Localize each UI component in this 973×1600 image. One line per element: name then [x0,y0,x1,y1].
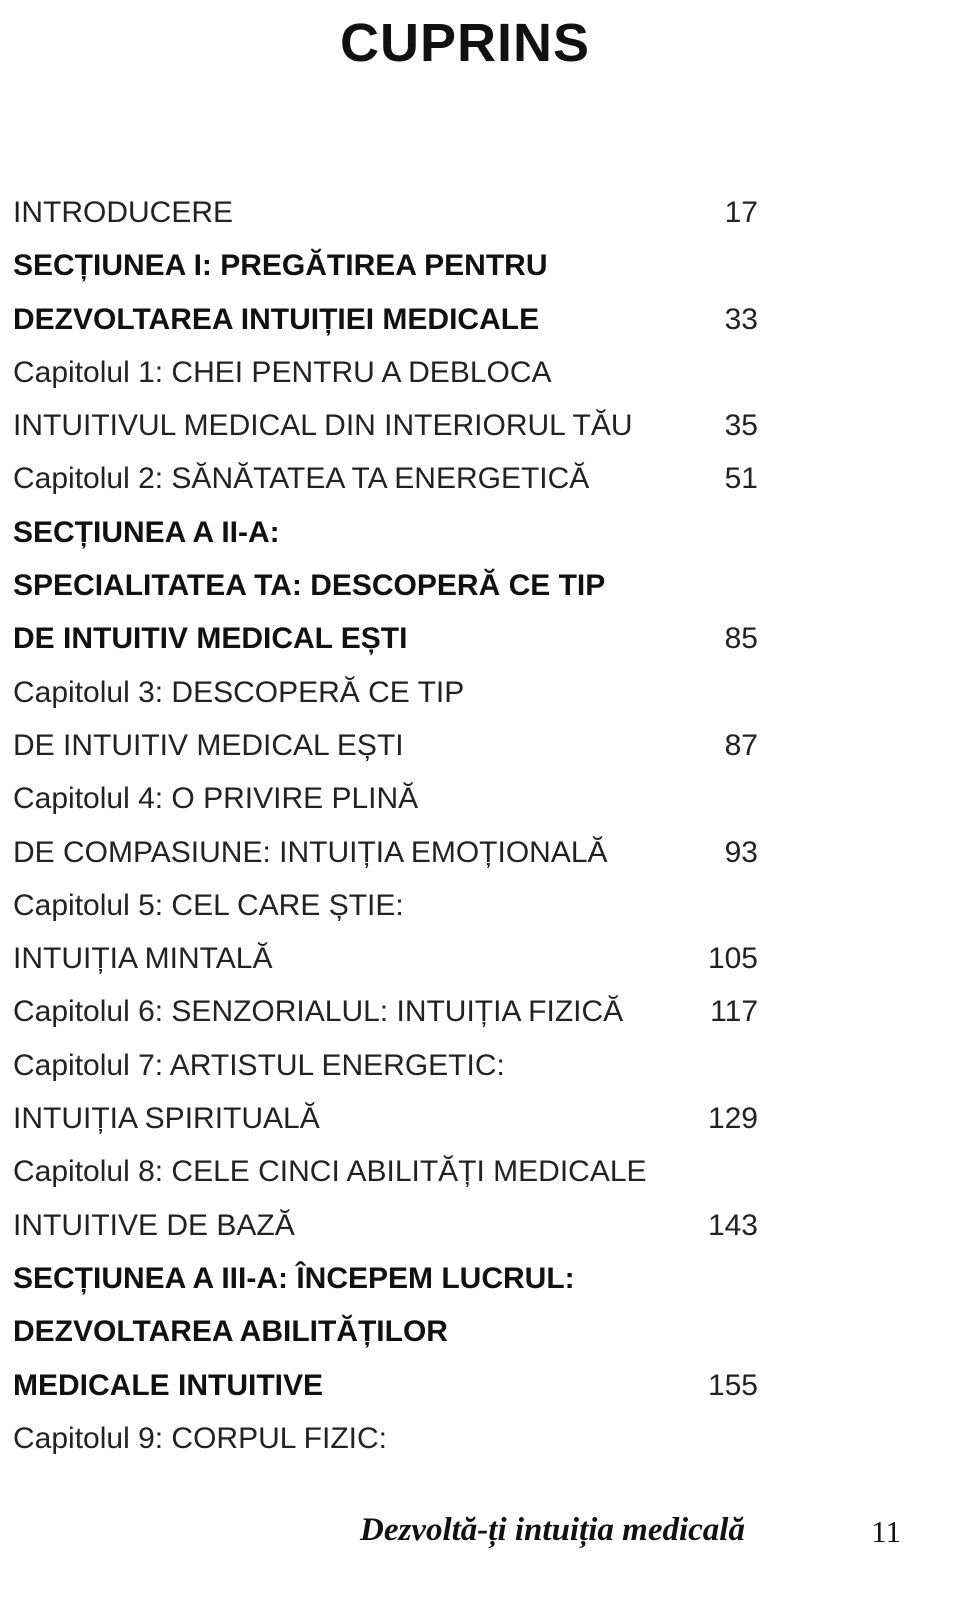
toc-section-line [13,293,758,346]
toc-entry-line [13,1145,758,1198]
toc-entry-text: SECȚIUNEA I: PREGĂTIREA PENTRU [13,249,548,283]
toc-entry-text: SECȚIUNEA A II-A: [13,515,280,549]
toc-entry-text: DEZVOLTAREA INTUIȚIEI MEDICALE [13,302,540,336]
toc-entry-text: INTRODUCERE [13,196,234,229]
table-of-contents [13,186,758,1465]
toc-entry-text: DE INTUITIV MEDICAL EȘTI [13,728,404,762]
toc-entry-line [13,1412,758,1465]
toc-page-number: 129 [707,1102,758,1136]
toc-page-number: 51 [724,462,758,496]
toc-entry-line [13,399,758,452]
toc-section-line [13,1305,758,1358]
toc-entry-text: SECȚIUNEA A III-A: ÎNCEPEM LUCRUL: [13,1261,575,1295]
toc-entry-text: Capitolul 7: ARTISTUL ENERGETIC: [13,1048,505,1082]
toc-entry-line [13,719,758,772]
toc-section-line [13,239,758,292]
toc-entry-line [13,879,758,932]
toc-section-line [13,612,758,665]
toc-entry-line [13,985,758,1038]
toc-entry-line [13,452,758,505]
toc-entry-line [13,1039,758,1092]
toc-entry-line [13,932,758,985]
toc-entry-text: INTUIȚIA SPIRITUALĂ [13,1102,320,1136]
toc-entry-line [13,666,758,719]
toc-entry-text: INTUITIVUL MEDICAL DIN INTERIORUL TĂU [13,409,633,443]
toc-page-number: 93 [724,835,758,869]
toc-entry-line [13,1092,758,1145]
toc-page-number: 35 [724,409,758,443]
toc-entry-text: SPECIALITATEA TA: DESCOPERĂ CE TIP [13,569,606,603]
toc-page-number: 155 [707,1368,758,1402]
page-title: CUPRINS [339,13,591,73]
toc-entry-line [13,346,758,399]
toc-page-number: 33 [724,302,758,336]
page-footer [0,1512,973,1562]
toc-page-number: 87 [724,728,758,762]
toc-entry-line [13,772,758,825]
toc-entry-text: Capitolul 9: CORPUL FIZIC: [13,1421,387,1455]
toc-section-line [13,1359,758,1412]
toc-entry-text: INTUITIVE DE BAZĂ [13,1208,295,1242]
toc-entry-text: DE COMPASIUNE: INTUIȚIA EMOȚIONALĂ [13,835,608,869]
toc-entry-text: Capitolul 6: SENZORIALUL: INTUIȚIA FIZICĂ [13,995,624,1029]
toc-entry-text: Capitolul 4: O PRIVIRE PLINĂ [13,782,419,816]
toc-entry-text: Capitolul 3: DESCOPERĂ CE TIP [13,675,465,709]
toc-entry-line [13,826,758,879]
toc-entry-text: Capitolul 8: CELE CINCI ABILITĂȚI MEDICALE [13,1155,647,1189]
footer-page-number: 11 [871,1514,901,1549]
toc-entry-text: MEDICALE INTUITIVE [13,1368,324,1402]
toc-page-number: 117 [710,995,758,1029]
toc-entry-line [13,186,758,239]
toc-entry-text: Capitolul 2: SĂNĂTATEA TA ENERGETICĂ [13,462,590,496]
toc-entry-line [13,1199,758,1252]
toc-page-number: 17 [724,196,758,229]
toc-entry-text: DEZVOLTAREA ABILITĂȚILOR [13,1315,448,1349]
toc-page-number: 105 [707,942,758,976]
toc-page-number: 143 [707,1208,758,1242]
toc-section-line [13,506,758,559]
toc-page-number: 85 [724,622,758,656]
toc-section-line [13,1252,758,1305]
toc-entry-text: Capitolul 5: CEL CARE ȘTIE: [13,888,404,922]
toc-section-line [13,559,758,612]
toc-entry-text: DE INTUITIV MEDICAL EȘTI [13,622,408,656]
toc-entry-text: Capitolul 1: CHEI PENTRU A DEBLOCA [13,355,552,389]
toc-entry-text: INTUIȚIA MINTALĂ [13,942,273,976]
footer-book-title: Dezvoltă-ți intuiția medicală [360,1512,745,1548]
